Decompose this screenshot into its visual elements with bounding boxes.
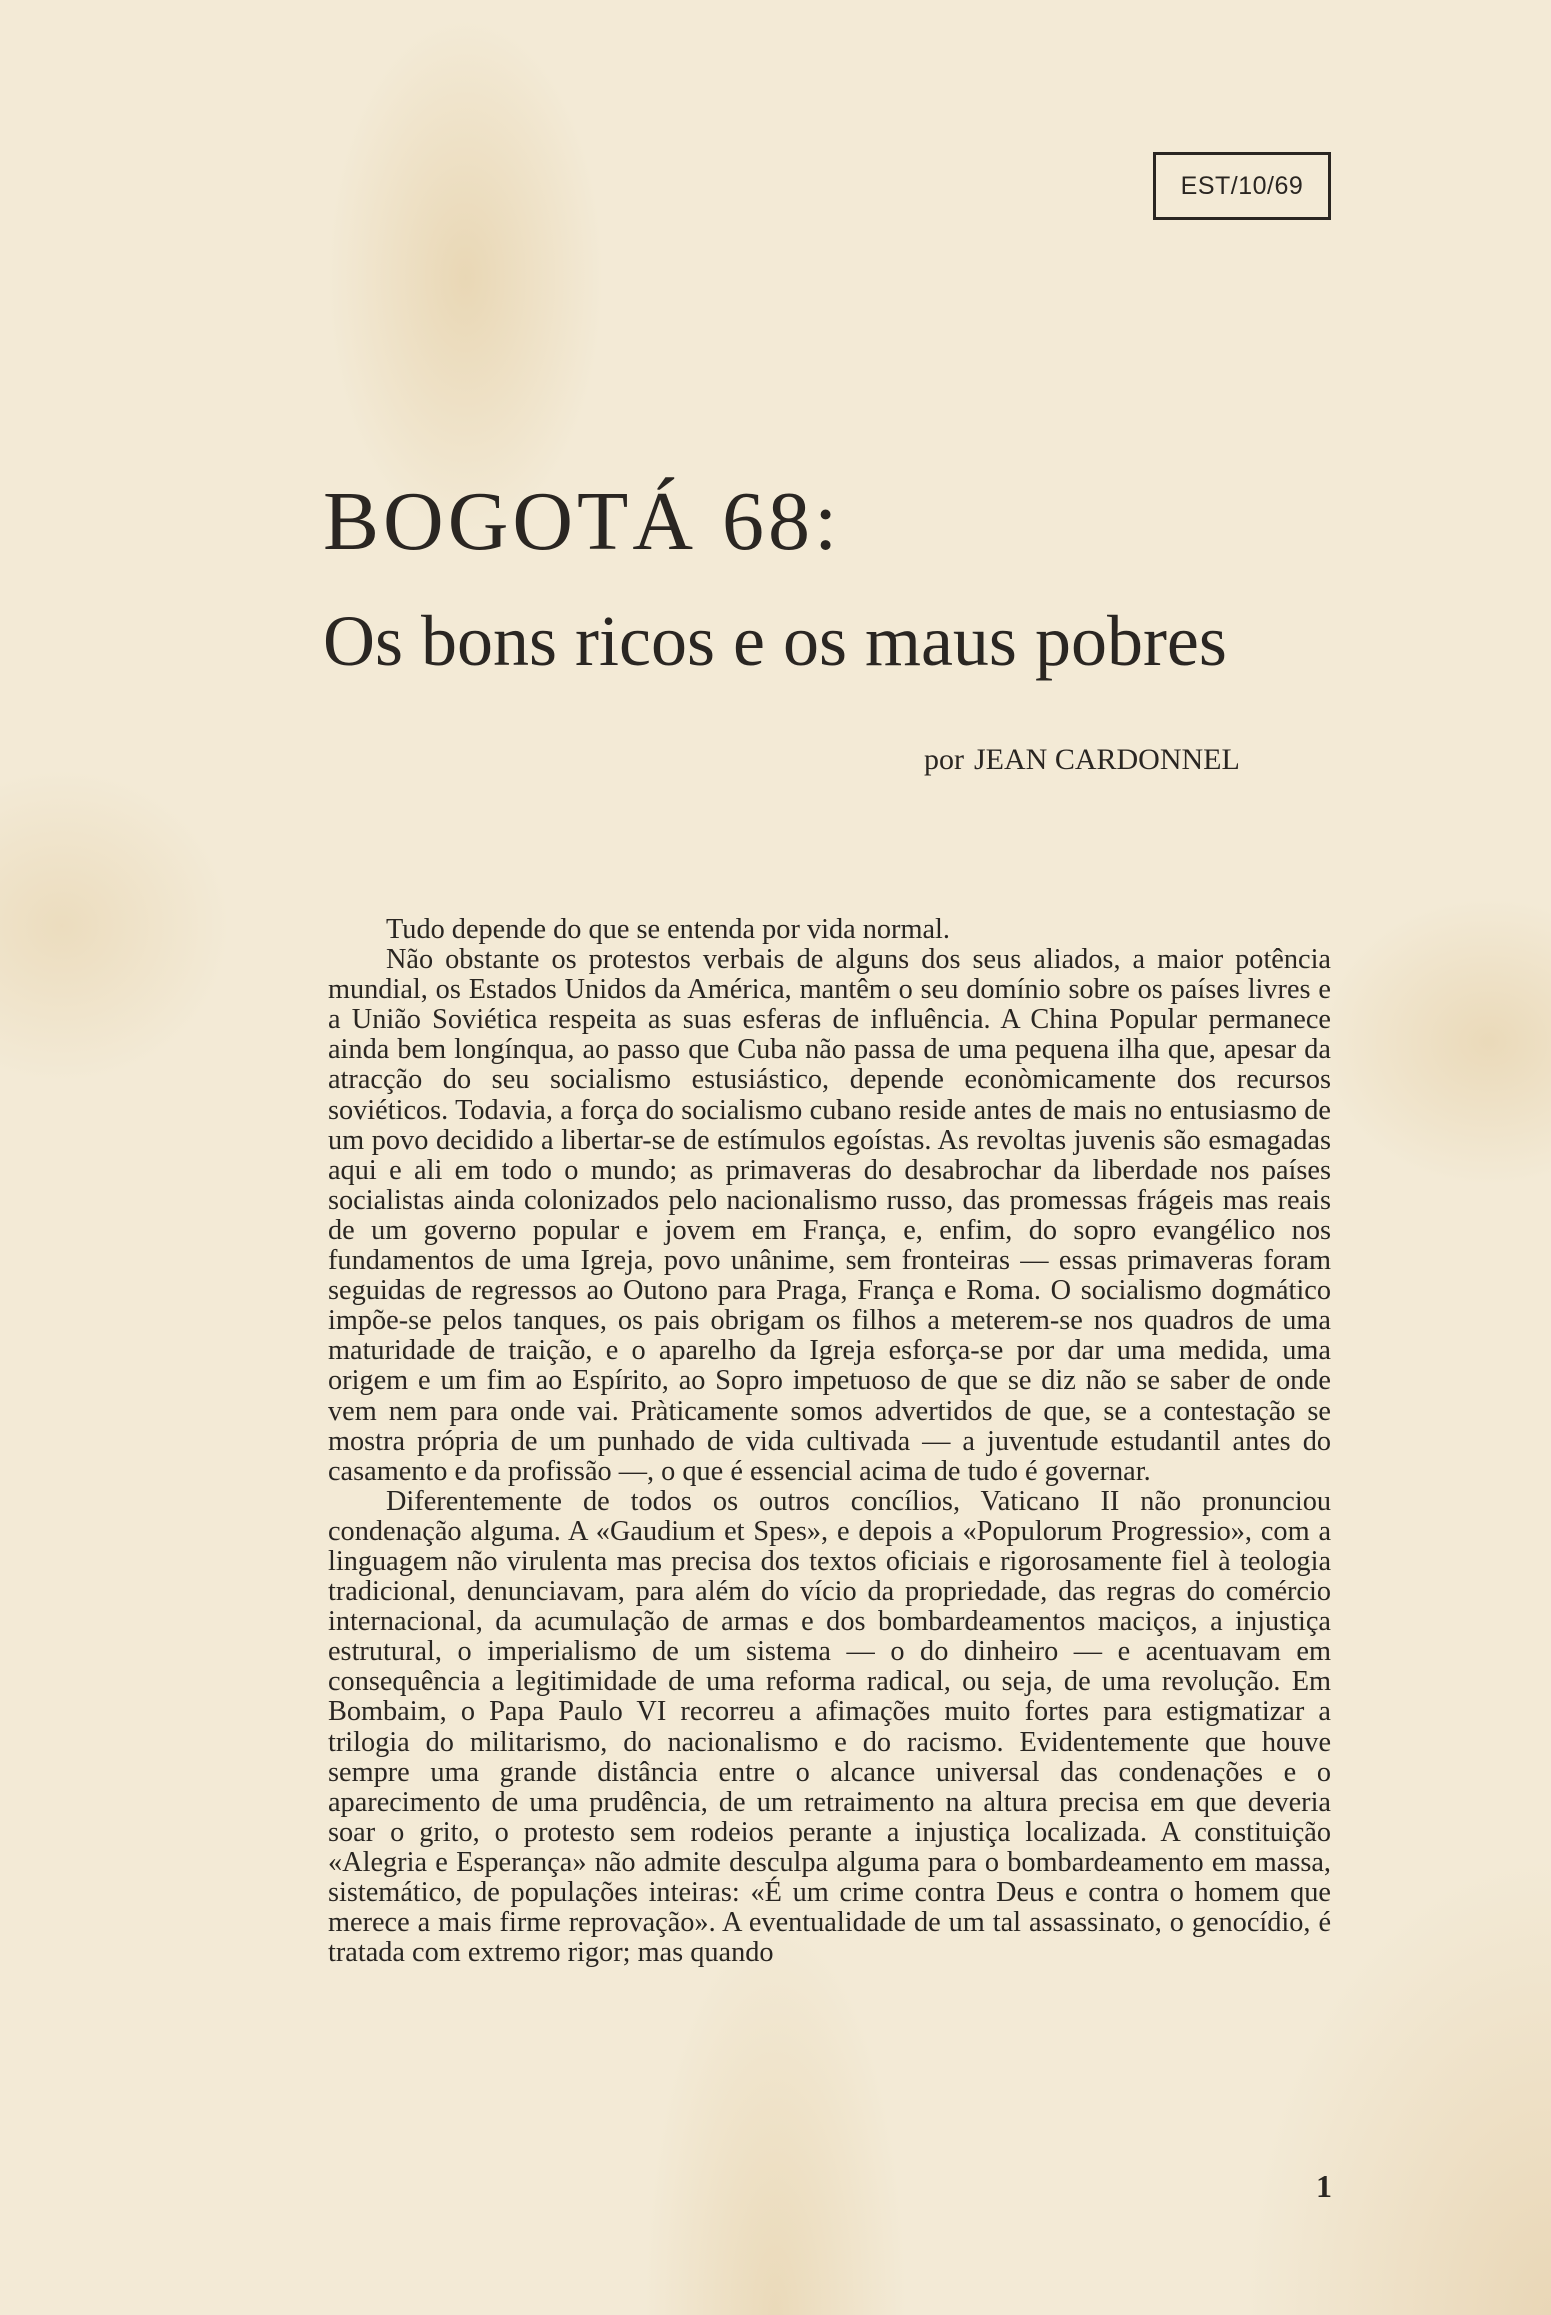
article-subtitle: Os bons ricos e os maus pobres [323,601,1227,681]
article-body [328,915,1331,1968]
paragraph: Diferentemente de todos os outros concílios, Vaticano II não pronunciou condenação alguma. A «Gaudium et Spes», e depois a «Populorum Progressio», com a linguagem não virulenta mas precisa dos textos oficiais e rigorosamente fiel à teologia tradicional, denunciavam, para além do vício da propriedade, das regras do comércio internacional, da acumulação de armas e dos bombardeamentos maciços, a injustiça estrutural, o imperialismo de um sistema — o do dinheiro — e acentuavam em consequência a legitimidade de uma reforma radical, ou seja, de uma revolução. Em Bombaim, o Papa Paulo VI recorreu a afimações muito fortes para estigmatizar a trilogia do militarismo, do nacionalismo e do racismo. Evidentemente que houve sempre uma grande distância entre o alcance universal das condenações e o aparecimento de uma prudência, de um retraimento na altura precisa em que deveria soar o grito, o protesto sem rodeios perante a injustiça localizada. A constituição «Alegria e Esperança» não admite desculpa alguma para o bombardeamento em massa, sistemático, de populações inteiras: «É um crime contra Deus e contra o homem que merece a mais firme reprovação». A eventualidade de um tal assassinato, o genocídio, é tratada com extremo rigor; mas quando [328,1485,1331,1969]
reference-code-box [1153,152,1331,220]
article-title: BOGOTÁ 68: [323,475,842,568]
page-number: 1 [1316,2168,1332,2204]
paragraph: Tudo depende do que se entenda por vida normal. [386,914,950,945]
author-name: JEAN CARDONNEL [974,743,1240,776]
reference-code: EST/10/69 [1180,171,1304,200]
byline [924,743,1240,777]
paragraph: Não obstante os protestos verbais de alguns dos seus aliados, a maior potência mundial, os Estados Unidos da América, mantêm o seu domínio sobre os países livres e a União Soviética respeita as suas esferas de influência. A China Popular permanece ainda bem longínqua, ao passo que Cuba não passa de uma pequena ilha que, apesar da atracção do seu socialismo estusiástico, depende econòmicamente dos recursos soviéticos. Todavia, a força do socialismo cubano reside antes de mais no entusiasmo de um povo decidido a libertar-se de estímulos egoístas. As revoltas juvenis são esmagadas aqui e ali em todo o mundo; as primaveras do desabrochar da liberdade nos países socialistas ainda colonizados pelo nacionalismo russo, das promessas frágeis mas reais de um governo popular e jovem em França, e, enfim, do sopro evangélico nos fundamentos de uma Igreja, povo unânime, sem fronteiras — essas primaveras foram seguidas de regressos ao Outono para Praga, França e Roma. O socialismo dogmático impõe-se pelos tanques, os pais obrigam os filhos a meterem-se nos quadros de uma maturidade de traição, e o aparelho da Igreja esforça-se por dar uma medida, uma origem e um fim ao Espírito, ao Sopro impetuoso de que se diz não se saber de onde vem nem para onde vai. Pràticamente somos advertidos de que, se a contestação se mostra própria de um punhado de vida cultivada — a juventude estudantil antes do casamento e da profissão —, o que é essencial acima de tudo é governar. [328,944,1331,1487]
byline-prefix: por [924,743,964,776]
